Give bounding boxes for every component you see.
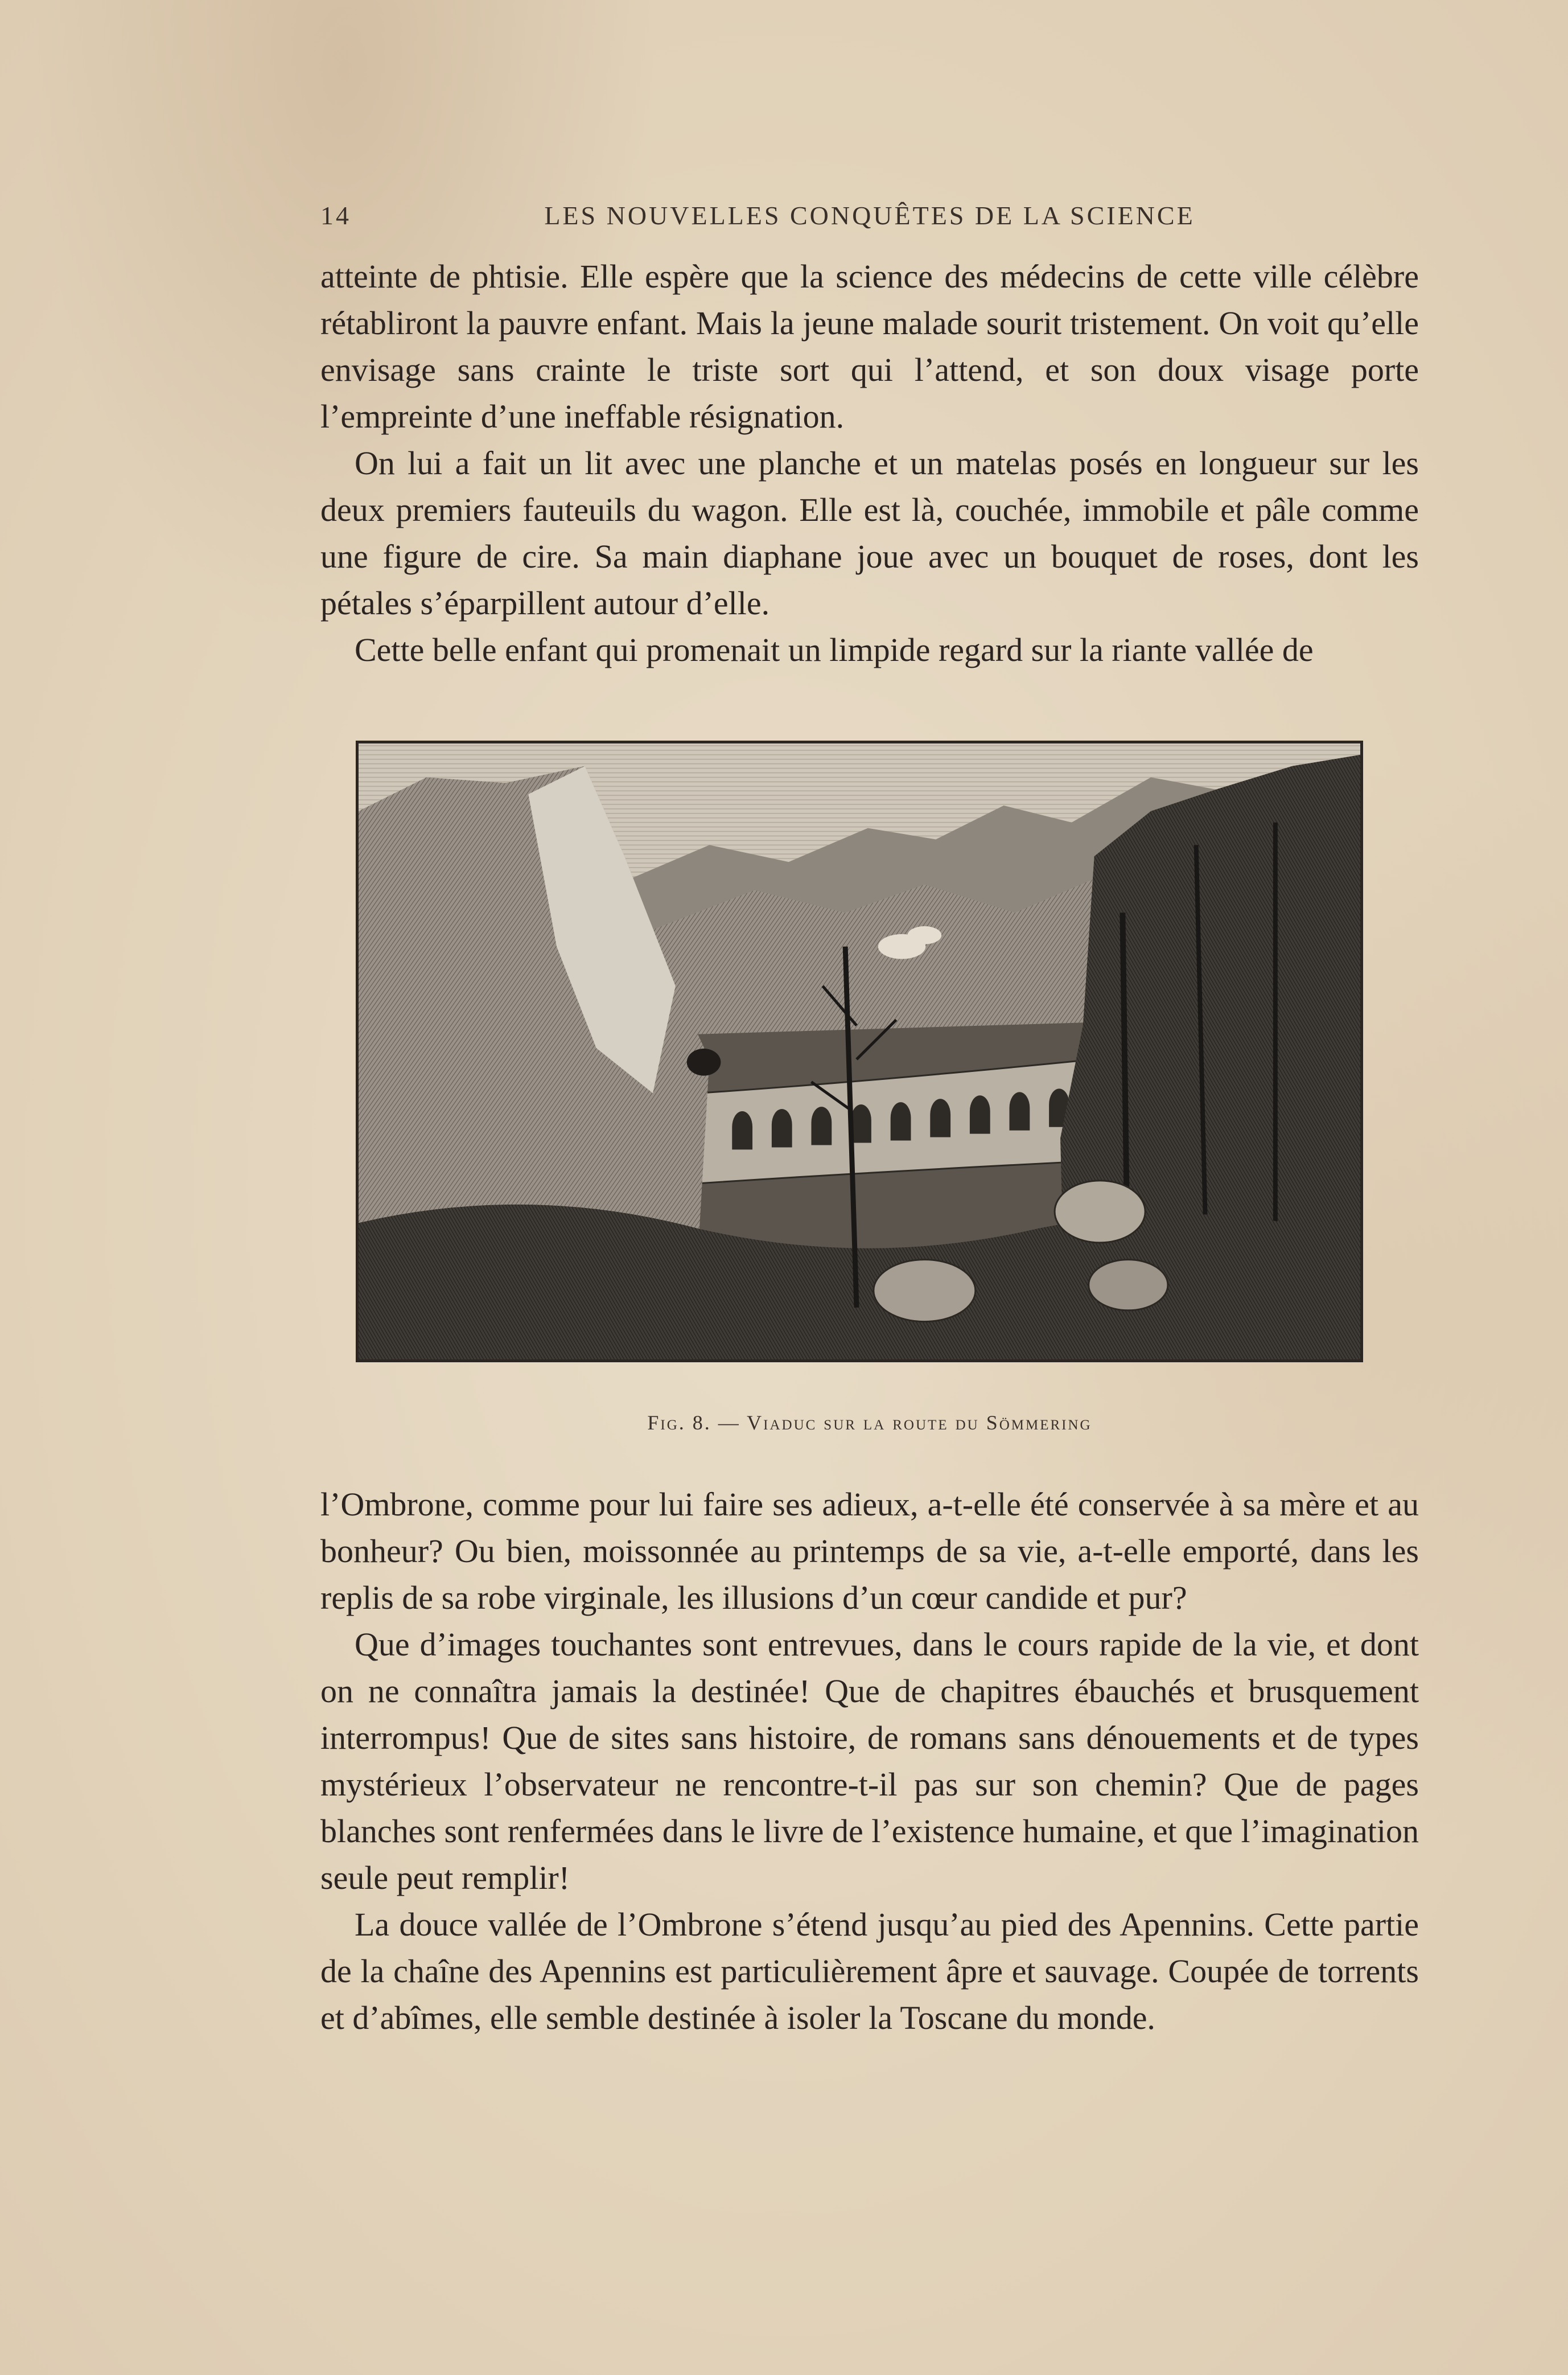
viaduct-engraving-image — [359, 743, 1360, 1359]
paragraph: atteinte de phtisie. Elle espère que la science des médecins de cette ville célèbre rétabliront la pauvre enfant. Mais la jeune malade sourit tristement. On voit qu’elle envisage sans crainte le triste sort qui l’attend, et son doux visage porte l’empreinte d’une ineffable résignation. — [320, 258, 1419, 435]
paragraph: l’Ombrone, comme pour lui faire ses adieux, a-t-elle été conservée à sa mère et au bonheur? Ou bien, moissonnée au printemps de sa vie, a-t-elle emporté, dans les replis de sa robe virginale, les illusions d’un cœur candide et pur? — [320, 1486, 1419, 1616]
figure-caption: Fig. 8. — Viaduc sur la route du Sömmering — [647, 1411, 1092, 1434]
running-title: LES NOUVELLES CONQUÊTES DE LA SCIENCE — [544, 201, 1195, 230]
paragraph: On lui a fait un lit avec une planche et un matelas posés en longueur sur les deux premiers fauteuils du wagon. Elle est là, couchée, immobile et pâle comme une figure de cire. Sa main diaphane joue avec un bouquet de roses, dont les pétales s’éparpillent autour d’elle. — [320, 445, 1419, 622]
running-header — [320, 200, 1419, 235]
paragraph: Que d’images touchantes sont entrevues, dans le cours rapide de la vie, et dont on ne connaîtra jamais la destinée! Que de chapitres ébauchés et brusquement interrompus! Que de sites sans histoire, de romans sans dénouements et de types mystérieux l’observateur ne rencontre-t-il pas sur son chemin? Que de pages blanches sont renfermées dans le livre de l’existence humaine, et que l’imagination seule peut remplir! — [320, 1626, 1419, 1896]
page-number: 14 — [320, 201, 351, 230]
paragraph: Cette belle enfant qui promenait un limpide regard sur la riante vallée de — [355, 631, 1314, 668]
text-block-bottom — [320, 1481, 1419, 2041]
text-block-top — [320, 253, 1419, 673]
engraving-illustration — [356, 741, 1363, 1362]
paragraph: La douce vallée de l’Ombrone s’étend jusqu’au pied des Apennins. Cette partie de la chaîne des Apennins est particulièrement âpre et sauvage. Coupée de torrents et d’abîmes, elle semble destinée à isoler la Toscane du monde. — [320, 1906, 1419, 2036]
